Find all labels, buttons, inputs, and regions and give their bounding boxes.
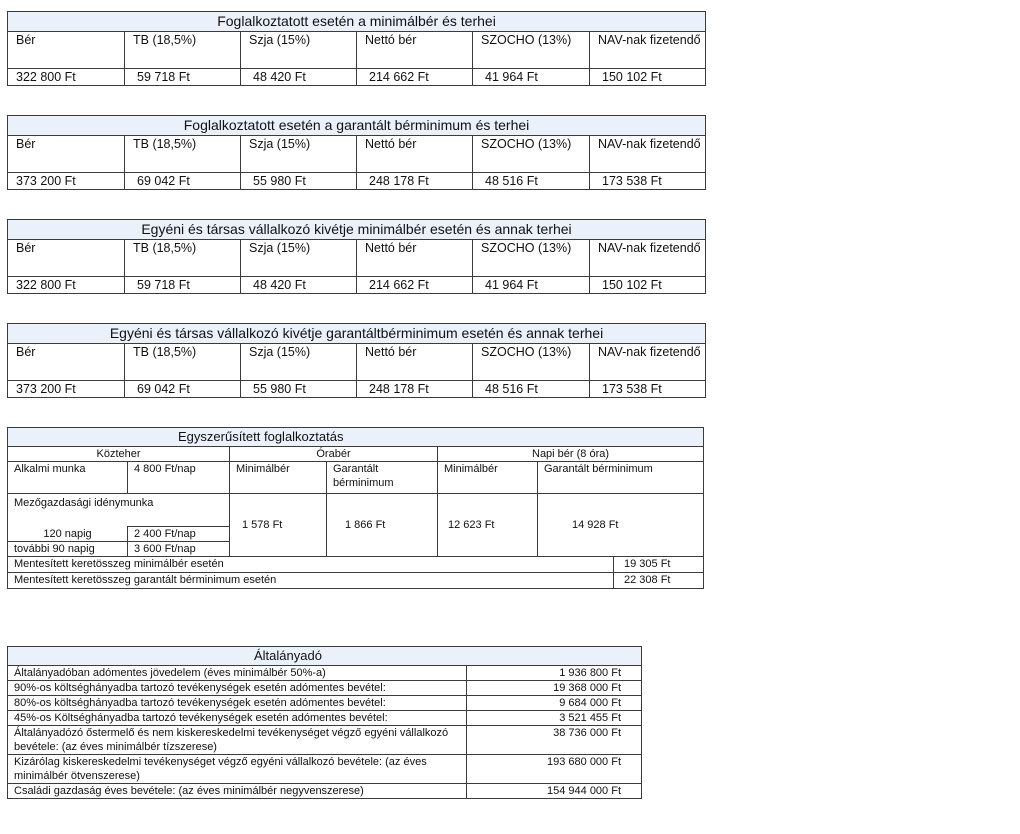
kozteher-header: Közteher xyxy=(8,447,230,462)
value-cell: 173 538 Ft xyxy=(590,381,706,398)
value-cell: 59 718 Ft xyxy=(125,69,241,86)
column-header: Bér xyxy=(8,344,125,381)
napig-120-rate: 2 400 Ft/nap xyxy=(128,527,230,542)
egyszerusitett-table xyxy=(7,427,704,589)
altalanyado-label: 90%-os költséghányadba tartozó tevékenységek esetén adómentes bevétel: xyxy=(8,681,467,696)
value-cell: 41 964 Ft xyxy=(473,277,590,294)
napi-garantalt-header: Garantált bérminimum xyxy=(538,462,704,494)
column-header: Bér xyxy=(8,240,125,277)
value-cell: 173 538 Ft xyxy=(590,173,706,190)
column-header: TB (18,5%) xyxy=(125,240,241,277)
column-header: Nettó bér xyxy=(357,32,473,69)
mentesitett-min-value: 19 305 Ft xyxy=(614,557,704,573)
column-header: Szja (15%) xyxy=(241,344,357,381)
napi-ber-header: Napi bér (8 óra) xyxy=(438,447,704,462)
altalanyado-value: 154 944 000 Ft xyxy=(467,784,642,799)
column-header: Nettó bér xyxy=(357,240,473,277)
table-row xyxy=(8,755,642,784)
altalanyado-label: Kizárólag kiskereskedelmi tevékenységet végző egyéni vállalkozó bevétele: (az éves minimálbér ötvenszerese) xyxy=(8,755,467,784)
column-header: Szja (15%) xyxy=(241,32,357,69)
wage-table xyxy=(7,115,706,190)
altalanyado-title: Általányadó xyxy=(8,647,642,666)
mentesitett-gar-label: Mentesített keretösszeg garantált bérminimum esetén xyxy=(8,573,614,589)
column-header: SZOCHO (13%) xyxy=(473,240,590,277)
table-row xyxy=(8,711,642,726)
altalanyado-label: Általányadóban adómentes jövedelem (éves minimálbér 50%-a) xyxy=(8,666,467,681)
column-header: Bér xyxy=(8,32,125,69)
alkalmi-munka-rate: 4 800 Ft/nap xyxy=(128,462,230,494)
value-cell: 41 964 Ft xyxy=(473,69,590,86)
egyszerusitett-title: Egyszerűsített foglalkoztatás xyxy=(8,428,704,447)
column-header: TB (18,5%) xyxy=(125,32,241,69)
table-row xyxy=(8,696,642,711)
column-header: SZOCHO (13%) xyxy=(473,136,590,173)
oraber-minimalber-value: 1 578 Ft xyxy=(230,494,327,557)
value-cell: 150 102 Ft xyxy=(590,69,706,86)
column-header: Szja (15%) xyxy=(241,136,357,173)
wage-table-title: Egyéni és társas vállalkozó kivétje minimálbér esetén és annak terhei xyxy=(8,220,706,240)
value-cell: 69 042 Ft xyxy=(125,173,241,190)
tovabbi-90-label: további 90 napig xyxy=(8,542,128,557)
value-cell: 48 420 Ft xyxy=(241,277,357,294)
table-row xyxy=(8,726,642,755)
altalanyado-label: Általányadózó őstermelő és nem kiskereskedelmi tevékenységet végző egyéni vállalkozó bevétele: (az éves minimálbér tízszerese) xyxy=(8,726,467,755)
value-cell: 322 800 Ft xyxy=(8,69,125,86)
value-cell: 322 800 Ft xyxy=(8,277,125,294)
table-row xyxy=(8,784,642,799)
wage-table-title: Foglalkoztatott esetén a garantált bérminimum és terhei xyxy=(8,116,706,136)
altalanyado-value: 9 684 000 Ft xyxy=(467,696,642,711)
column-header: Nettó bér xyxy=(357,136,473,173)
oraber-header: Órabér xyxy=(230,447,438,462)
mentesitett-min-label: Mentesített keretösszeg minimálbér esetén xyxy=(8,557,614,573)
napi-minimalber-value: 12 623 Ft xyxy=(438,494,538,557)
value-cell: 373 200 Ft xyxy=(8,381,125,398)
value-cell: 69 042 Ft xyxy=(125,381,241,398)
column-header: NAV-nak fizetendő xyxy=(590,344,706,381)
value-cell: 48 516 Ft xyxy=(473,381,590,398)
table-row xyxy=(8,681,642,696)
mentesitett-gar-value: 22 308 Ft xyxy=(614,573,704,589)
oraber-garantalt-value: 1 866 Ft xyxy=(327,494,438,557)
altalanyado-label: 80%-os költséghányadba tartozó tevékenységek esetén adómentes bevétel: xyxy=(8,696,467,711)
value-cell: 373 200 Ft xyxy=(8,173,125,190)
column-header: TB (18,5%) xyxy=(125,136,241,173)
wage-table xyxy=(7,323,706,398)
column-header: TB (18,5%) xyxy=(125,344,241,381)
value-cell: 150 102 Ft xyxy=(590,277,706,294)
altalanyado-value: 19 368 000 Ft xyxy=(467,681,642,696)
value-cell: 248 178 Ft xyxy=(357,381,473,398)
value-cell: 214 662 Ft xyxy=(357,69,473,86)
napi-garantalt-value: 14 928 Ft xyxy=(538,494,704,557)
value-cell: 248 178 Ft xyxy=(357,173,473,190)
altalanyado-value: 3 521 455 Ft xyxy=(467,711,642,726)
napi-minimalber-header: Minimálbér xyxy=(438,462,538,494)
wage-table-title: Egyéni és társas vállalkozó kivétje garantáltbérminimum esetén és annak terhei xyxy=(8,324,706,344)
value-cell: 59 718 Ft xyxy=(125,277,241,294)
column-header: SZOCHO (13%) xyxy=(473,344,590,381)
wage-table-title: Foglalkoztatott esetén a minimálbér és terhei xyxy=(8,12,706,32)
altalanyado-label: 45%-os Költséghányadba tartozó tevékenységek esetén adómentes bevétel: xyxy=(8,711,467,726)
altalanyado-table xyxy=(7,646,642,799)
altalanyado-value: 193 680 000 Ft xyxy=(467,755,642,784)
value-cell: 214 662 Ft xyxy=(357,277,473,294)
napig-120-label: 120 napig xyxy=(8,527,128,542)
altalanyado-value: 38 736 000 Ft xyxy=(467,726,642,755)
alkalmi-munka-label: Alkalmi munka xyxy=(8,462,128,494)
column-header: Szja (15%) xyxy=(241,240,357,277)
altalanyado-value: 1 936 800 Ft xyxy=(467,666,642,681)
oraber-minimalber-header: Minimálbér xyxy=(230,462,327,494)
column-header: SZOCHO (13%) xyxy=(473,32,590,69)
value-cell: 48 420 Ft xyxy=(241,69,357,86)
column-header: NAV-nak fizetendő xyxy=(590,136,706,173)
tovabbi-90-rate: 3 600 Ft/nap xyxy=(128,542,230,557)
altalanyado-label: Családi gazdaság éves bevétele: (az éves minimálbér negyvenszerese) xyxy=(8,784,467,799)
column-header: NAV-nak fizetendő xyxy=(590,32,706,69)
value-cell: 55 980 Ft xyxy=(241,173,357,190)
value-cell: 55 980 Ft xyxy=(241,381,357,398)
column-header: NAV-nak fizetendő xyxy=(590,240,706,277)
wage-table xyxy=(7,11,706,86)
value-cell: 48 516 Ft xyxy=(473,173,590,190)
table-row xyxy=(8,666,642,681)
column-header: Nettó bér xyxy=(357,344,473,381)
column-header: Bér xyxy=(8,136,125,173)
oraber-garantalt-header: Garantált bérminimum xyxy=(327,462,438,494)
wage-table xyxy=(7,219,706,294)
mezogazdasagi-label: Mezőgazdasági idénymunka xyxy=(8,494,230,527)
